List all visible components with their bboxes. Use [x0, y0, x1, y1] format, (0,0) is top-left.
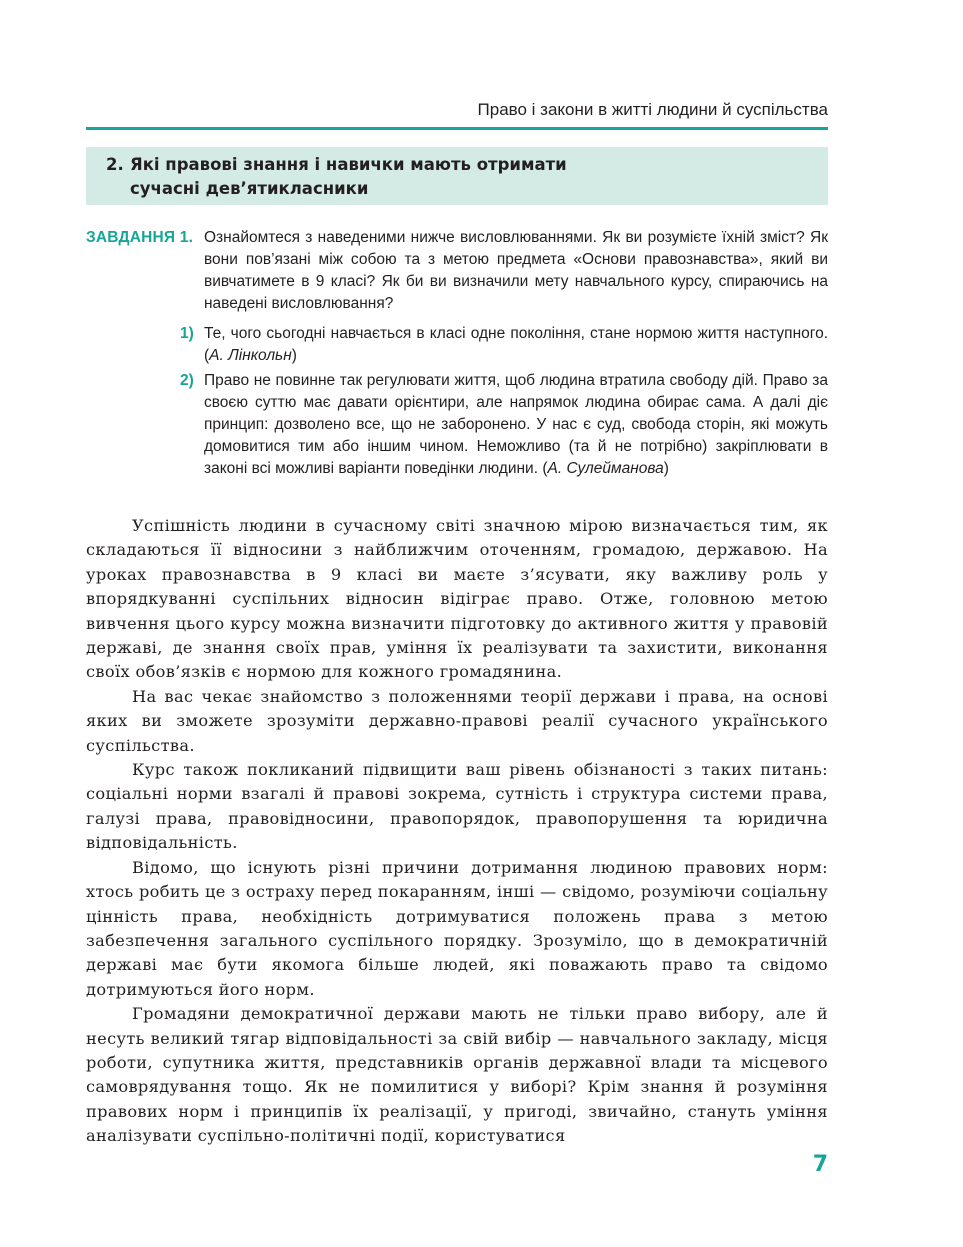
quote-close: ): [663, 460, 669, 477]
body-paragraph: Успішність людини в сучасному світі значною мірою визначається тим, як складаються її відносини з найближчим оточенням, громадою, державою. На уроках правознавства в 9 класі ви маєте з’ясувати, яку важливу роль у впорядкуванні суспільних відносин відіграє право. Отже, головною метою вивчення цього курсу можна визначити підготовку до активного життя у правовій державі, де знання своїх прав, уміння їх реалізувати та захистити, виконання своїх обов’язків є нормою для кожного громадянина.: [86, 516, 828, 682]
section-title: [106, 153, 828, 201]
quote-item: [180, 323, 828, 367]
body-paragraph: На вас чекає знайомство з положеннями теорії держави і права, на основі яких ви зможете зрозуміти державно-правові реалії сучасного українського суспільства.: [86, 686, 828, 755]
quote-list: [180, 323, 828, 480]
body-text: [86, 514, 828, 1149]
quote-author: А. Сулейманова: [547, 460, 664, 477]
task-label: ЗАВДАННЯ 1.: [86, 229, 194, 246]
quote-text: Право не повинне так регулювати життя, щоб людина втратила свободу дій. Право за своєю суттю має давати орієнтири, але напрямок людина обирає сама. А далі діє принцип: дозволено все, що не заборонено. У нас є суд, свобода сторін, які можуть домовитися тим або іншим чином. Неможливо (та й не потрібно) закріплювати в законі всі можливі варіанти поведінки людини. (: [204, 372, 828, 477]
header-rule: [86, 127, 828, 130]
quote-item: [180, 370, 828, 480]
quote-number: 2): [180, 372, 194, 389]
body-paragraph: Курс також покликаний підвищити ваш рівень обізнаності з таких питань: соціальні норми взагалі й правові зокрема, сутність і структура системи права, галузі права, правовідносини, правопорядок, правопорушення та юридична відповідальність.: [86, 760, 828, 853]
task-text: Ознайомтеся з наведеними нижче висловлюваннями. Як ви розумієте їхній зміст? Як вони пов’язані між собою та з метою предмета «Основи правознавства», який ви вивчатимете в 9 класі? Як би ви визначили мету навчального курсу, спираючись на наведені висловлювання?: [204, 229, 828, 312]
quote-text: Те, чого сьогодні навчається в класі одне покоління, стане нормою життя наступного. (: [204, 325, 828, 364]
body-paragraph: Громадяни демократичної держави мають не тільки право вибору, але й несуть великий тягар відповідальності за свій вибір — навчального закладу, місця роботи, супутника життя, представників органів державної влади та місцевого самоврядування тощо. Як не помилитися у виборі? Крім знання й розуміння правових норм і принципів їх реалізації, у пригоді, звичайно, стануть уміння аналізувати суспільно-політичні події, користуватися: [86, 1004, 828, 1146]
quote-author: А. Лінкольн: [209, 347, 292, 364]
task-block: [86, 227, 828, 483]
page-number: 7: [812, 1152, 828, 1177]
quote-close: ): [291, 347, 297, 364]
section-number: 2.: [106, 155, 124, 174]
body-paragraph: Відомо, що існують різні причини дотримання людиною правових норм: хтось робить це з остраху перед покаранням, інші — свідомо, розуміючи соціальну цінність права, необхідність дотримуватися положень права з метою забезпечення загального суспільного порядку. Зрозуміло, що в демократичній державі має бути якомога більше людей, які поважають право та свідомо дотримуються його норм.: [86, 857, 828, 999]
quote-number: 1): [180, 325, 194, 342]
section-title-line2: сучасні дев’ятикласники: [130, 179, 369, 198]
section-title-line1: Які правові знання і навички мають отримати: [130, 155, 567, 174]
section-banner: [86, 147, 828, 205]
running-head: Право і закони в житті людини й суспільства: [477, 100, 828, 119]
